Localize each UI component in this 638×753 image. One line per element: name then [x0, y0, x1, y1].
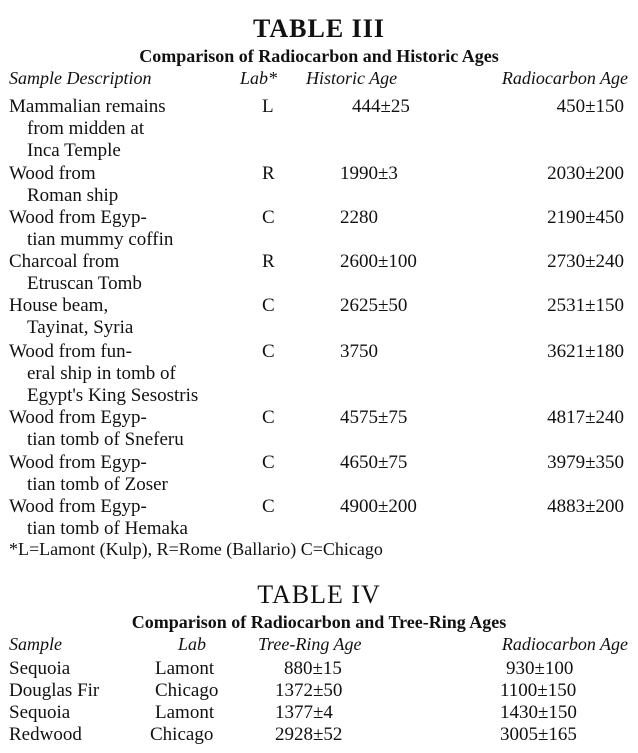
table3-row-lab: R [262, 251, 275, 272]
table4-header-radiocarbon: Radiocarbon Age [501, 634, 628, 654]
table3-row-description: Wood from Egyp- tian tomb of Sneferu [9, 407, 184, 450]
table3-header-historic: Historic Age [306, 68, 398, 88]
table3-row-lab: C [262, 341, 275, 362]
table3-row-lab: R [262, 163, 275, 184]
table3-row-radiocarbon: 4883±200 [547, 496, 624, 517]
table3-row-radiocarbon: 3979±350 [547, 452, 624, 473]
table4-row-sample: Douglas Fir [9, 680, 100, 701]
table4-header-lab: Lab [178, 634, 207, 654]
table3-row-historic: 4650±75 [340, 452, 408, 473]
table3-row-historic: 1990±3 [340, 163, 398, 184]
table3-row-radiocarbon: 2190±450 [547, 207, 624, 228]
table4-header-sample: Sample [9, 634, 62, 654]
table3-row-radiocarbon: 4817±240 [547, 407, 624, 428]
table3-row-radiocarbon: 450±150 [556, 96, 624, 117]
table3-header-sample: Sample Description [9, 68, 152, 88]
table3-row-lab: C [262, 295, 275, 316]
table3-row-description: Mammalian remains from midden at Inca Temple [9, 96, 166, 161]
table3-footnote: *L=Lamont (Kulp), R=Rome (Ballario) C=Chicago [9, 539, 383, 559]
table3-row-historic: 2280 [340, 207, 378, 228]
table4-row-treering: 880±15 [284, 658, 342, 679]
table3-row-radiocarbon: 2730±240 [547, 251, 624, 272]
table3-row-historic: 2625±50 [340, 295, 408, 316]
table4-row-lab: Chicago [150, 724, 214, 745]
table3-row-description: Wood from Egyp- tian tomb of Zoser [9, 452, 168, 495]
table3-row-radiocarbon: 3621±180 [547, 341, 624, 362]
table4-row-lab: Chicago [155, 680, 219, 701]
table4-row-radiocarbon: 1430±150 [500, 702, 577, 723]
table3-subtitle: Comparison of Radiocarbon and Historic Ages [139, 46, 499, 66]
table4-row-radiocarbon: 3005±165 [500, 724, 577, 745]
table4-row-radiocarbon: 1100±150 [500, 680, 577, 701]
table3-row-description: House beam, Tayinat, Syria [9, 295, 134, 338]
table4-subtitle: Comparison of Radiocarbon and Tree-Ring Ages [131, 612, 507, 632]
table3-row-description: Wood from Egyp- tian mummy coffin [9, 207, 174, 250]
table4-row-treering: 2928±52 [275, 724, 343, 745]
table3-row-historic: 3750 [340, 341, 378, 362]
table3-row-lab: C [262, 496, 275, 517]
table3-row-lab: C [262, 452, 275, 473]
table3-row-description: Wood from Egyp- tian tomb of Hemaka [9, 496, 188, 539]
table4-row-lab: Lamont [155, 702, 215, 723]
table3-row-description: Wood from Roman ship [9, 163, 119, 206]
table3-header-lab: Lab* [240, 68, 278, 88]
table4-row-lab: Lamont [155, 658, 215, 679]
table3-row-historic: 4575±75 [340, 407, 408, 428]
table4-row-treering: 1377±4 [275, 702, 333, 723]
table3-row-historic: 2600±100 [340, 251, 417, 272]
table3-row-lab: L [262, 96, 274, 117]
table3-row-radiocarbon: 2030±200 [547, 163, 624, 184]
table4-row-sample: Sequoia [9, 702, 71, 723]
table4-row-sample: Redwood [9, 724, 82, 745]
table4-header-treering: Tree-Ring Age [258, 634, 362, 654]
table4-row-treering: 1372±50 [275, 680, 343, 701]
table3-header-radiocarbon: Radiocarbon Age [501, 68, 628, 88]
table3-row-lab: C [262, 207, 275, 228]
table3-row-description: Charcoal from Etruscan Tomb [9, 251, 142, 294]
table4-title: TABLE IV [257, 580, 381, 609]
table3-row-historic: 4900±200 [340, 496, 417, 517]
table3-row-lab: C [262, 407, 275, 428]
table4-row-radiocarbon: 930±100 [506, 658, 574, 679]
table3-row-description: Wood from fun- eral ship in tomb of Egypt's King Sesostris [9, 341, 199, 406]
table4-row-sample: Sequoia [9, 658, 71, 679]
table3-title: TABLE III [252, 14, 386, 43]
table3-row-radiocarbon: 2531±150 [547, 295, 624, 316]
table3-row-historic: 444±25 [352, 96, 410, 117]
